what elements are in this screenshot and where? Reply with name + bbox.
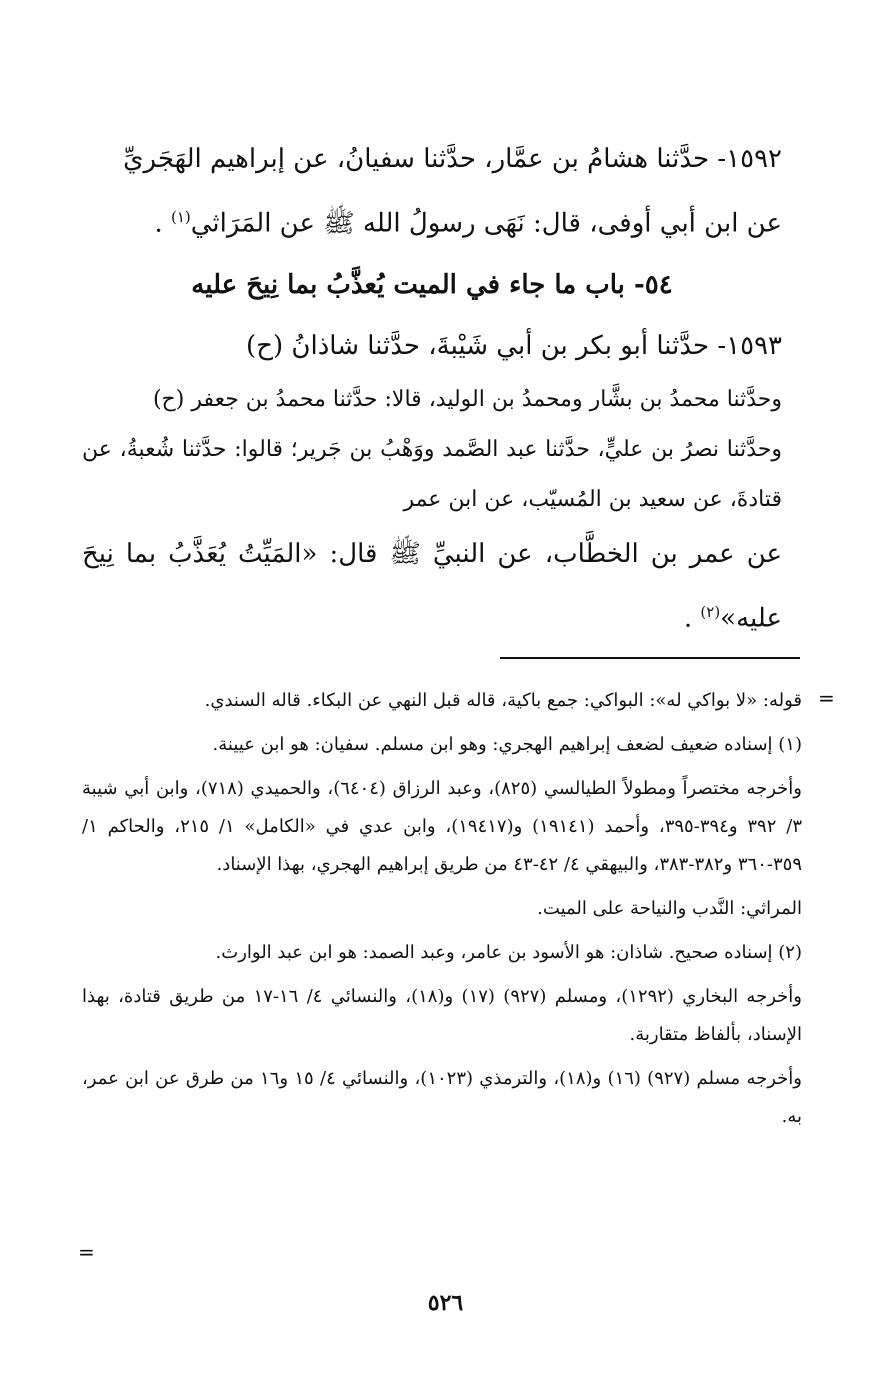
footnote-continued: قوله: «لا بواكي له»: البواكي: جمع باكية، قاله قبل النهي عن البكاء. قاله السندي. — [204, 690, 802, 711]
footnote-separator — [500, 657, 800, 659]
hadith-1593-line4-text: عن عمر بن الخطَّاب، عن النبيِّ ﷺ قال: «المَيِّتُ يُعَذَّبُ بما نِيحَ عليه» — [82, 538, 782, 634]
page-number: ٥٢٦ — [427, 1290, 464, 1316]
footnote-1-c: المراثي: النَّدب والنياحة على الميت. — [537, 898, 802, 919]
continuation-mark-top: = — [818, 686, 835, 710]
main-text — [82, 130, 782, 647]
hadith-1593-line1: ١٥٩٣- حدَّثنا أبو بكر بن أبي شَيْبةَ، حدَّثنا شاذانُ (ح) — [246, 330, 782, 361]
hadith-1592-end: . — [154, 208, 163, 239]
footnote-ref-1: (١) — [170, 208, 191, 226]
hadith-1593-end: . — [683, 603, 693, 634]
hadith-1593-line2: وحدَّثنا محمدُ بن بشَّار ومحمدُ بن الوليد، قالا: حدَّثنا محمدُ بن جعفر (ح) — [152, 386, 782, 412]
footnote-1-a: (١) إسناده ضعيف لضعف إبراهيم الهجري: وهو ابن مسلم. سفيان: هو ابن عيينة. — [212, 734, 802, 755]
footnotes — [82, 682, 802, 1142]
footnote-2-b: وأخرجه البخاري (١٢٩٢)، ومسلم (٩٢٧) (١٧) و(١٨)، والنسائي ٤/ ١٦-١٧ من طريق قتادة، بهذا الإسناد، بألفاظ متقاربة. — [82, 986, 802, 1045]
hadith-1593-line3: وحدَّثنا نصرُ بن عليٍّ، حدَّثنا عبد الصَّمد ووَهْبُ بن جَرير؛ قالوا: حدَّثنا شُعبةُ، عن قتادةَ، عن سعيد بن المُسيّب، عن ابن عمر — [82, 436, 782, 512]
hadith-1592-line2-text: عن ابن أبي أوفى، قال: نَهَى رسولُ الله ﷺ عن المَرَاثي — [190, 208, 782, 239]
footnote-ref-2: (٢) — [700, 602, 721, 621]
hadith-1593-line4 — [82, 525, 782, 648]
continuation-mark-bottom: = — [78, 1240, 95, 1264]
hadith-1592-line1: ١٥٩٢- حدَّثنا هشامُ بن عمَّار، حدَّثنا سفيانُ، عن إبراهيم الهَجَريِّ — [123, 144, 782, 174]
hadith-1592-line2 — [82, 188, 782, 253]
footnote-2-a: (٢) إسناده صحيح. شاذان: هو الأسود بن عامر، وعبد الصمد: هو ابن عبد الوارث. — [215, 942, 802, 963]
footnote-2-c: وأخرجه مسلم (٩٢٧) (١٦) و(١٨)، والترمذي (١٠٢٣)، والنسائي ٤/ ١٥ و١٦ من طرق عن ابن عمر، به. — [82, 1068, 802, 1127]
footnote-1-b: وأخرجه مختصراً ومطولاً الطيالسي (٨٢٥)، وعبد الرزاق (٦٤٠٤)، والحميدي (٧١٨)، وابن أبي شيبة ٣/ ٣٩٢ و٣٩٤-٣٩٥، وأحمد (١٩١٤١) و(١٩٤١٧)، وابن عدي في «الكامل» ١/ ٢١٥، والحاكم ١/ ٣٥٩-٣٦٠ و٣٨٢-٣٨٣، والبيهقي ٤/ ٤٢-٤٣ من طريق إبراهيم الهجري، بهذا الإسناد. — [82, 778, 802, 875]
chapter-heading: ٥٤- باب ما جاء في الميت يُعذَّبُ بما نِيحَ عليه — [191, 269, 673, 300]
